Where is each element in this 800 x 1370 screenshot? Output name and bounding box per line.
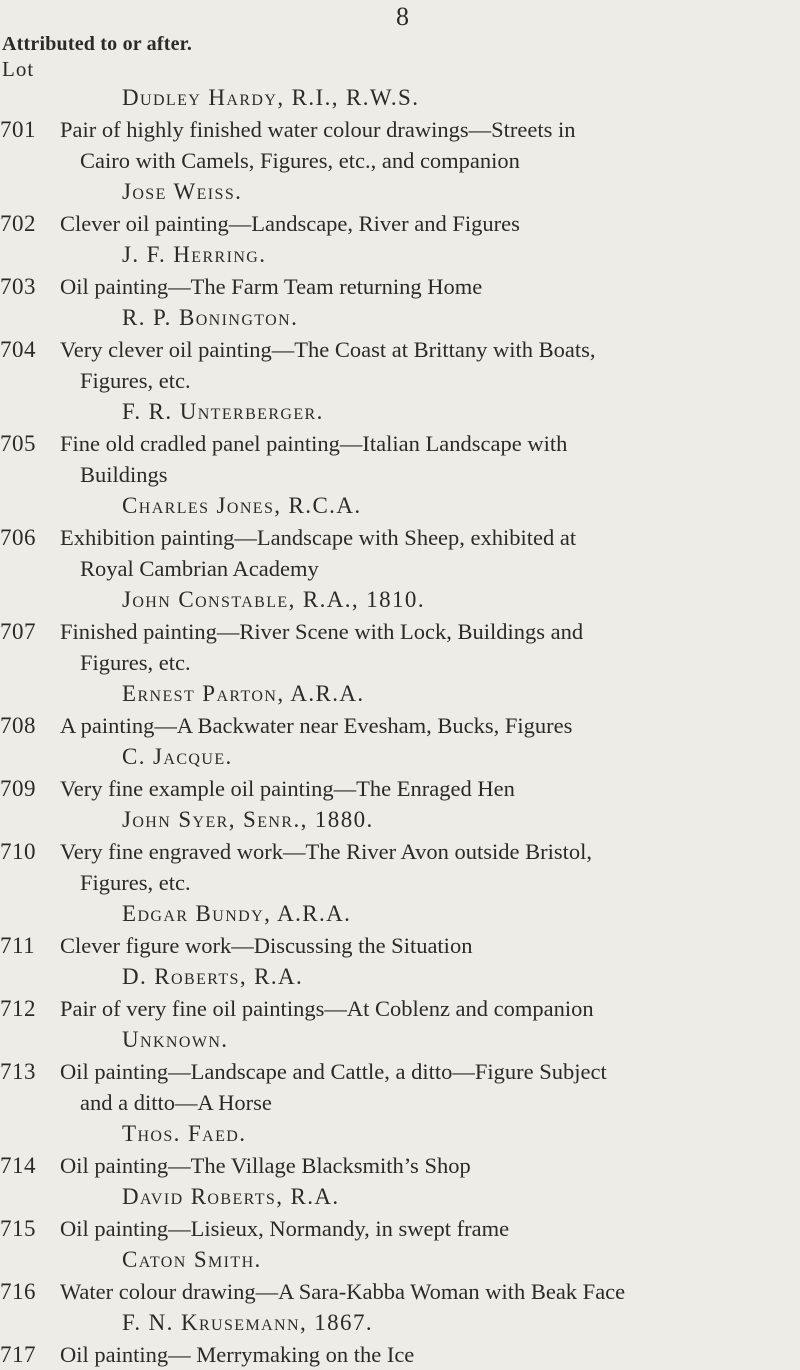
lot-description [60,1276,796,1307]
lot-row [0,993,800,1024]
lot-entry [0,584,800,678]
lot-row [0,773,800,804]
lot-entry [0,396,800,490]
lot-entry [0,82,800,176]
lot-row [0,1056,800,1118]
lot-number: 703 [0,274,36,299]
lot-number: 713 [0,1059,36,1084]
lot-description-continuation: Figures, etc. [80,650,191,675]
lot-description [60,710,796,741]
lot-artist: John Constable, R.A., 1810. [122,587,425,612]
lot-entry [0,898,800,961]
lot-artist: Thos. Faed. [122,1121,247,1146]
lot-description-line: Oil painting—The Village Blacksmith’s Shop [60,1153,471,1178]
lot-description-line: Very fine engraved work—The River Avon outside Bristol, [60,839,592,864]
lot-artist: F. N. Krusemann, 1867. [122,1310,374,1335]
lot-row [0,208,800,239]
lot-entry [0,961,800,1024]
lot-row [0,114,800,176]
lot-description-line: Fine old cradled panel painting—Italian Landscape with [60,431,568,456]
lot-row [0,710,800,741]
lot-entry [0,239,800,302]
lot-number: 706 [0,525,36,550]
lot-description-line: Water colour drawing—A Sara-Kabba Woman with Beak Face [60,1279,626,1304]
lot-entry [0,1244,800,1307]
lot-entry [0,1181,800,1244]
lot-description-line: Oil painting—Lisieux, Normandy, in swept frame [60,1216,510,1241]
lot-number: 711 [0,933,36,958]
lot-description [60,271,796,302]
column-header-attribution: Attributed to or after. [2,33,193,55]
lot-description-line: Oil painting—Landscape and Cattle, a ditto—Figure Subject [60,1059,607,1084]
lot-number: 704 [0,337,36,362]
lot-entry [0,176,800,239]
lot-number: 717 [0,1342,36,1367]
lot-row [0,836,800,898]
lot-entry [0,302,800,396]
lot-list [0,82,800,1370]
lot-description [60,1150,796,1181]
lot-row [0,1150,800,1181]
lot-artist: D. Roberts, R.A. [122,964,304,989]
lot-description-line: Oil painting—The Farm Team returning Home [60,274,483,299]
lot-description [60,428,796,490]
lot-row [0,616,800,678]
column-header-lot: Lot [2,57,35,81]
lot-description-line: Oil painting— Merrymaking on the Ice [60,1342,415,1367]
lot-description [60,930,796,961]
lot-description-line: Very fine example oil painting—The Enraged Hen [60,776,515,801]
lot-entry [0,1307,800,1370]
lot-entry [0,1024,800,1118]
lot-description-line: Clever figure work—Discussing the Situation [60,933,473,958]
lot-number: 712 [0,996,36,1021]
lot-description-continuation: Figures, etc. [80,368,191,393]
page-number: 8 [396,2,409,31]
lot-number: 701 [0,117,36,142]
lot-artist: Dudley Hardy, R.I., R.W.S. [122,85,420,110]
lot-row [0,271,800,302]
lot-description-line: Finished painting—River Scene with Lock, Buildings and [60,619,584,644]
lot-number: 702 [0,211,36,236]
lot-description-continuation: Buildings [80,462,168,487]
lot-row [0,1339,800,1370]
lot-row [0,428,800,490]
lot-description-continuation: Royal Cambrian Academy [80,556,319,581]
lot-entry [0,741,800,804]
lot-description-line: Pair of highly finished water colour drawings—Streets in [60,117,576,142]
lot-description-line: Exhibition painting—Landscape with Sheep, exhibited at [60,525,577,550]
lot-description [60,1056,796,1118]
lot-number: 710 [0,839,36,864]
lot-description [60,836,796,898]
lot-description [60,773,796,804]
lot-number: 709 [0,776,36,801]
lot-description-continuation: Cairo with Camels, Figures, etc., and companion [80,148,520,173]
lot-row [0,522,800,584]
lot-description-line: Clever oil painting—Landscape, River and Figures [60,211,520,236]
lot-description [60,114,796,176]
lot-description [60,334,796,396]
lot-number: 707 [0,619,36,644]
lot-artist: Jose Weiss. [122,179,243,204]
lot-description [60,993,796,1024]
lot-description [60,522,796,584]
lot-number: 705 [0,431,36,456]
lot-number: 714 [0,1153,36,1178]
lot-artist: Unknown. [122,1027,229,1052]
lot-artist: Ernest Parton, A.R.A. [122,681,365,706]
lot-description-continuation: Figures, etc. [80,870,191,895]
lot-description-continuation: and a ditto—A Horse [80,1090,272,1115]
lot-artist: John Syer, Senr., 1880. [122,807,374,832]
lot-row [0,930,800,961]
lot-artist: F. R. Unterberger. [122,399,324,424]
lot-artist: C. Jacque. [122,744,233,769]
lot-description [60,616,796,678]
lot-description-line: Pair of very fine oil paintings—At Coblenz and companion [60,996,594,1021]
lot-artist: R. P. Bonington. [122,305,299,330]
lot-description-line: A painting—A Backwater near Evesham, Bucks, Figures [60,713,573,738]
lot-description-line: Very clever oil painting—The Coast at Brittany with Boats, [60,337,596,362]
lot-entry [0,1118,800,1181]
lot-row [0,1276,800,1307]
lot-entry [0,490,800,584]
lot-entry [0,804,800,898]
lot-description [60,1213,796,1244]
lot-artist: David Roberts, R.A. [122,1184,340,1209]
lot-number: 708 [0,713,36,738]
lot-artist: Edgar Bundy, A.R.A. [122,901,352,926]
lot-number: 715 [0,1216,36,1241]
lot-artist: Charles Jones, R.C.A. [122,493,362,518]
lot-row [0,334,800,396]
lot-description [60,1339,796,1370]
lot-description [60,208,796,239]
lot-entry [0,678,800,741]
lot-artist: Caton Smith. [122,1247,262,1272]
lot-row [0,1213,800,1244]
lot-artist: J. F. Herring. [122,242,267,267]
lot-number: 716 [0,1279,36,1304]
